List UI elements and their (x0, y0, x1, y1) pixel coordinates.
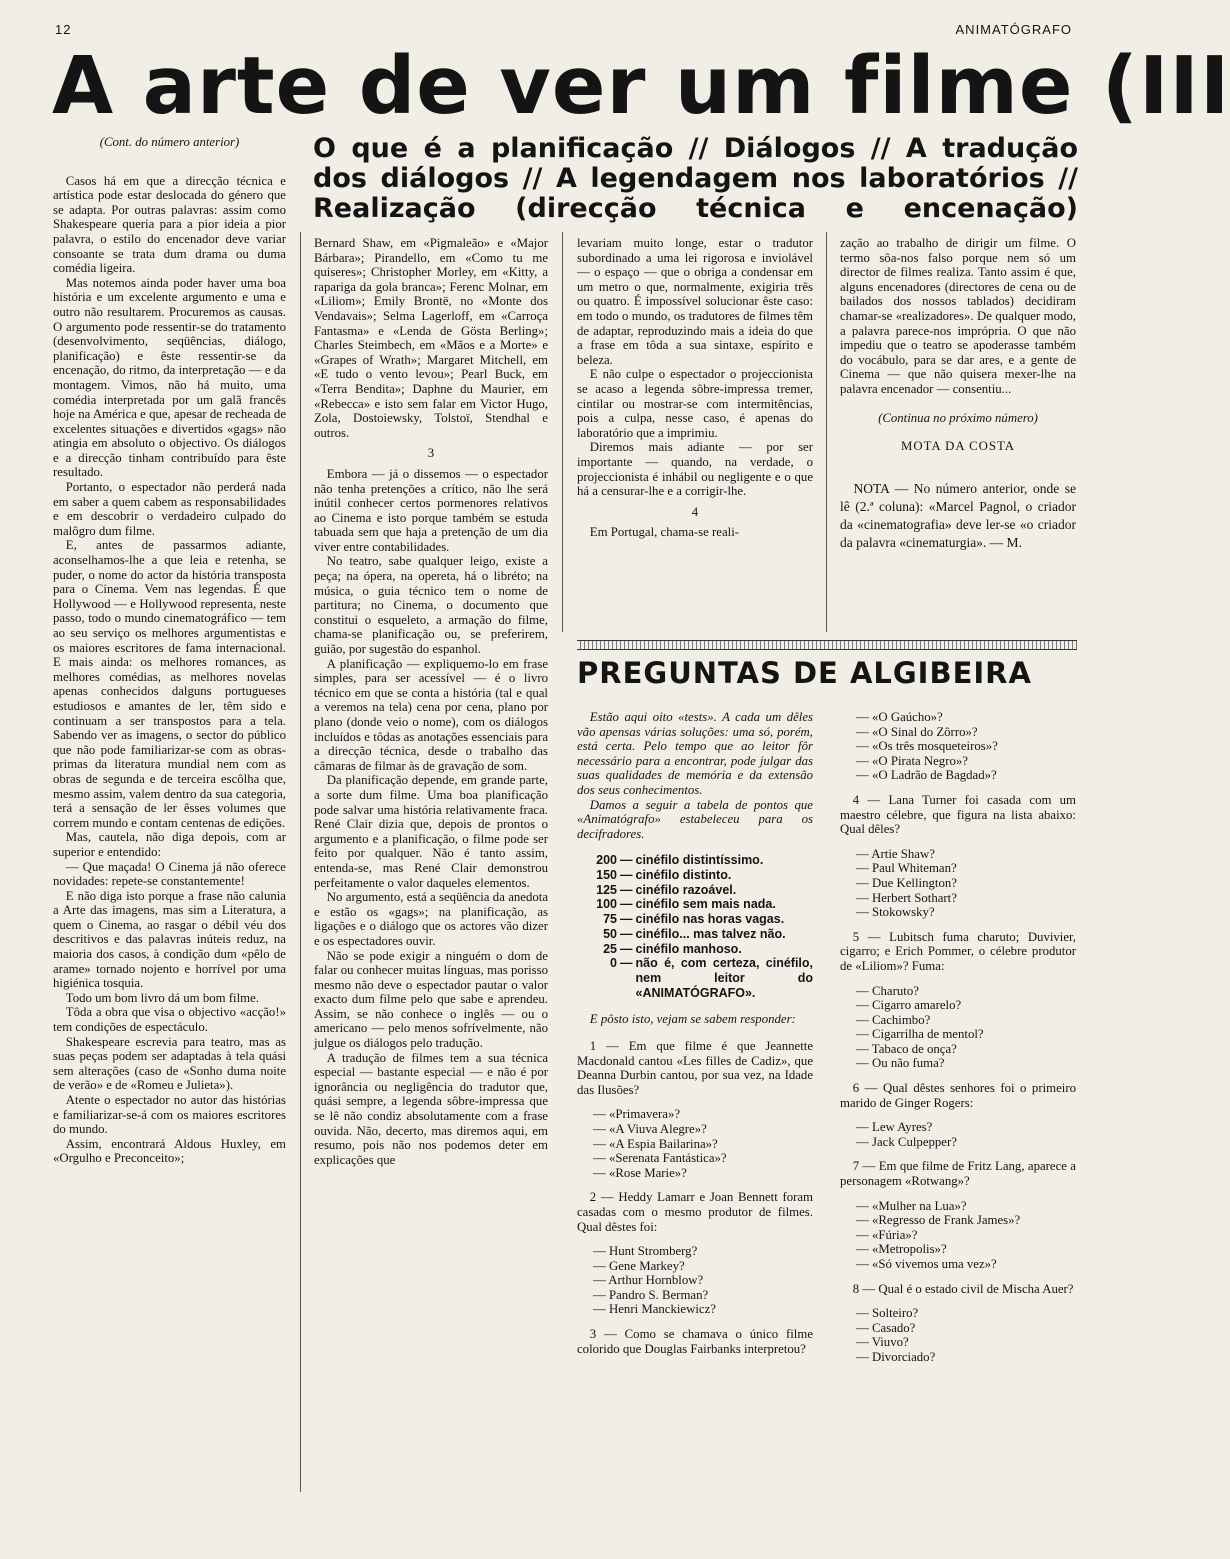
score-label: cinéfilo sem mais nada. (635, 897, 776, 912)
score-label: cinéfilo nas horas vagas. (635, 912, 785, 927)
quiz-outro: E pôsto isto, vejam se sabem responder: (589, 1012, 796, 1027)
quiz-question: 3 — Como se chamava o único filme colorido que Douglas Fairbanks interpretou? (577, 1327, 813, 1356)
answer-option: — «Mulher na Lua»? (856, 1198, 967, 1213)
answer-option: — Divorciado? (856, 1349, 936, 1364)
answer-option: — Jack Culpepper? (856, 1134, 957, 1149)
answer-option: — Pandro S. Berman? (593, 1287, 709, 1302)
quiz-question: 8 — Qual é o estado civil de Mischa Auer? (852, 1281, 1074, 1296)
continued-note: (Continua no próximo número) (878, 410, 1038, 425)
score-row: 75 — cinéfilo nas horas vagas. (577, 912, 813, 927)
paragraph: Mas notemos ainda poder haver uma boa história e um excelente argumento e uma e outro não resultarem. Procuremos as causas. O argumento pode ressentir-se do tratamento (desenvolvimento, seqüências, diálogo, planificação) e êste ressentir-se da encenação, do ritmo, da interpretação — e da montagem. Vimos, não há muito, uma comédia interpretada por um galã francês hoje na América e que, apesar de recheada de excelentes situações e divertidos «gags» não atingia em absoluto o objectivo. Os diálogos e a direcção tinham contribuído para êste resultado. (53, 275, 286, 480)
quiz-question: 4 — Lana Turner foi casada com um maestro célebre, que figura na lista abaixo: Qual dêles? (840, 792, 1076, 837)
score-row: 125 — cinéfilo razoável. (577, 883, 813, 898)
quiz-question: 6 — Qual dêstes senhores foi o primeiro marido de Ginger Rogers: (840, 1081, 1076, 1110)
answer-option: — Paul Whiteman? (856, 861, 957, 876)
answer-option: — «A Viuva Alegre»? (593, 1121, 707, 1136)
answer-option: — «Fúria»? (856, 1227, 918, 1242)
magazine-name: ANIMATÓGRAFO (955, 22, 1072, 37)
answer-option: — Artie Shaw? (856, 846, 935, 861)
page-number: 12 (55, 22, 72, 37)
answer-option: — «Primavera»? (593, 1107, 681, 1122)
paragraph: Embora — já o dissemos — o espectador não tenha pretenções a crítico, não lhe será inútil conhecer certos pormenores relativos ao Cinema e isto porque também se estuda tabuada sem que haja a pretenção de um dia viver entre contabilidades. (314, 466, 548, 554)
answer-options (856, 1306, 1076, 1364)
answer-option: — «O Pirata Negro»? (856, 753, 968, 768)
answer-option: — Ou não fuma? (856, 1056, 945, 1071)
score-points: 25 (603, 941, 617, 956)
answer-option: — «Metropolis»? (856, 1242, 947, 1257)
score-row: 100 — cinéfilo sem mais nada. (577, 897, 813, 912)
answer-option: — Cigarrilha de mentol? (856, 1027, 984, 1042)
score-label: cinéfilo manhoso. (635, 941, 742, 956)
score-points: 50 (603, 926, 617, 941)
score-points: 100 (596, 897, 617, 912)
score-points: 200 (596, 853, 617, 868)
answer-option: — «O Gaúcho»? (856, 710, 943, 724)
paragraph: Diremos mais adiante — por ser importante — quando, na verdade, o projeccionista é inhábil ou negligente e o que há a censurar-lhe e a corrigir-lhe. (577, 440, 813, 499)
answer-option: — «O Sinal do Zôrro»? (856, 724, 978, 739)
paragraph: Shakespeare escrevia para teatro, mas as suas peças podem ser adaptadas à tela quási sem alterações (caso de «Sonho duma noite de verão» e de «Romeu e Julieta»). (53, 1034, 286, 1093)
quiz-title: PREGUNTAS DE ALGIBEIRA (577, 656, 1032, 690)
paragraph: A tradução de filmes tem a sua técnica especial — bastante especial — e não é por ignorância ou negligência do tradutor que, quási sempre, a legenda sôbre-impressa que se lê não condiz absolutamente com a frase ouvida. Não, decerto, mas diremos aqui, em resumo, pois não nos podemos deter em explicações que (314, 1050, 548, 1167)
score-label: cinéfilo distinto. (635, 868, 732, 883)
answer-options (593, 1107, 813, 1180)
answer-options (856, 1120, 1076, 1149)
answer-option: — Solteiro? (856, 1306, 919, 1321)
answer-option: — «Só vivemos uma vez»? (856, 1257, 997, 1271)
score-points: 150 (596, 868, 617, 883)
answer-option: — «A Espia Bailarina»? (593, 1136, 718, 1151)
paragraph: E não culpe o espectador o projeccionista se acaso a legenda sôbre-impressa tremer, cintilar ou mostrar-se com intermitências, pois a culpa, nesse caso, é apenas do laboratório que a imprimiu. (577, 367, 813, 440)
paragraph: Assim, encontrará Aldous Huxley, em «Orgulho e Preconceito»; (53, 1136, 286, 1166)
paragraph: E, antes de passarmos adiante, aconselhamos-lhe a que leia e retenha, se puder, o nome do actor da história transposta para o Cinema. Vem nas legendas. É que Hollywood — e Hollywood representa, neste passo, todo o mundo cinematográfico — tem ao seu serviço os melhores argumentistas e os maiores escritores de fama internacional. E mais ainda: os melhores romances, as melhores comédias, as melhores novelas apenas conhecidos dalguns portugueses estudiosos e amantes de ler, têm sido e continuam a ser transpostos para a tela. Sabendo ver as imagens, o sector do público que não pode familiarizar-se com as obras-primas da literatura mundial nem com as obras de segunda e de terceira escôlha que, mesmo assim, valem dentro da sua categoria, terá a sensação de ler êsses volumes que correm mundo e contam centenas de edições. (53, 538, 286, 830)
answer-options (856, 1199, 1076, 1272)
paragraph: No argumento, está a seqüência da anedota e estão os «gags»; na planificação, as ligações e o diálogo que os actores vão dizer e os espectadores ouvir. (314, 890, 548, 948)
quiz-column-1 (577, 710, 813, 1356)
column-rule (826, 232, 827, 632)
answer-option: — «Serenata Fantástica»? (593, 1151, 727, 1166)
answer-option: — Viuvo? (856, 1335, 909, 1350)
answer-option: — «Regresso de Frank James»? (856, 1213, 1021, 1228)
score-row: 150 — cinéfilo distinto. (577, 868, 813, 883)
quiz-intro: Damos a seguir a tabela de pontos que «Animatógrafo» estabeleceu para os decifradores. (577, 797, 813, 841)
quiz-intro: Estão aqui oito «tests». A cada um dêles vão apensas várias soluções: uma só, porém, está certa. Pelo tempo que ao leitor fôr necessário para a encontrar, pode julgar das suas qualidades de memória e da extensão dos seus conhecimentos. (577, 710, 813, 797)
score-row: 25 — cinéfilo manhoso. (577, 942, 813, 957)
paragraph: Não se pode exigir a ninguém o dom de falar ou conhecer muitas línguas, mas porisso mesmo não deve o espectador pautar o valor exacto dum filme pelo que sabe e aprendeu. Assim, se não conhece o inglês — ou o americano — pelo menos sofrívelmente, não julgue os diálogos pelo tradução. (314, 948, 548, 1051)
paragraph: Bernard Shaw, em «Pigmaleão» e «Major Bárbara»; Pirandello, em «Como tu me quiseres»; Christopher Morley, em «Kitty, a rapariga da gola branca»; Ferenc Molnar, em «Liliom»; Emily Brontë, no «Monte dos Vendavais»; Selma Lagerloff, em «Carroça Fantasma» e «Lenda de Gösta Berling»; Charles Steimbech, em «Mãos e a Morte» e «Grapes of Wrath»; Margaret Mitchell, em «E tudo o vento levou»; Pearl Buck, em «Terra Bendita»; Daphne du Maurier, em «Rebecca» e isto sem falar em Victor Hugo, Zola, Dostoiewsky, Tolstoï, Stendhal e outros. (314, 236, 548, 440)
paragraph: zação ao trabalho de dirigir um filme. O termo sôa-nos falso porque nem só um director de filmes realiza. Tanto assim é que, alguns encenadores (directores de cena ou de bailados dos nossos tablados) decidiram chamar-se «realizadores». De qualquer modo, a palavra parece-nos imprópria. O que não impediu que o teatro se apoderasse também do vocábulo, para se dar ares, e a gente de Cinema — que não quisera mexer-lhe na palavra encenador — consentiu... (840, 236, 1076, 396)
erratum-note: NOTA — No número anterior, onde se lê (2.ª coluna): «Marcel Pagnol, o criador da «cinematografia» deve ler-se «o criador da palavra «cinematurgia». — M. (840, 480, 1076, 550)
answer-option: — Henri Manckiewicz? (593, 1302, 716, 1317)
paragraph: levariam muito longe, estar o tradutor subordinado a uma lei rigorosa e inviolável — o espaço — que o obriga a condensar em um metro o que, normalmente, exigiria três ou quatro. É impossível solucionar êste caso: em todo o mundo, os tradutores de filmes têm de adaptar, reproduzindo mais a ideia do que a frase em tôda a sua sintaxe, espírito e beleza. (577, 236, 813, 367)
article-column-2 (314, 236, 548, 1167)
paragraph: — Que maçada! O Cinema já não oferece novidades: repete-se constantemente! (53, 859, 286, 889)
paragraph: Todo um bom livro dá um bom filme. (65, 990, 259, 1005)
score-points: 125 (596, 882, 617, 897)
paragraph: Em Portugal, chama-se reali- (589, 525, 740, 540)
column-rule (300, 232, 301, 1492)
answer-option: — Gene Markey? (593, 1258, 685, 1273)
column-rule (562, 232, 563, 632)
answer-option: — Cachimbo? (856, 1012, 931, 1027)
answer-option: — Lew Ayres? (856, 1120, 933, 1135)
score-points: 0 (610, 956, 617, 971)
answer-option: — Due Kellington? (856, 875, 957, 890)
paragraph: No teatro, sabe qualquer leigo, existe a peça; na ópera, na opereta, há o libréto; na música, o guia técnico tem o nome de partitura; no Cinema, o documento que constitui o esqueleto, a armação do filme, chama-se planificação ou, se preferirem, guião, por sugestão do espanhol. (314, 554, 548, 657)
answer-option: — Arthur Hornblow? (593, 1273, 704, 1288)
quiz-column-2 (840, 710, 1076, 1375)
continuation-note: (Cont. do número anterior) (99, 135, 240, 149)
author-signature: MOTA DA COSTA (900, 439, 1016, 454)
article-subtitle: O que é a planificação // Diálogos // A tradução dos diálogos // A legendagem nos laboratórios // Realização (direcção técnica e encenação) (313, 133, 1078, 224)
answer-option: — Stokowsky? (856, 905, 935, 920)
score-label: cinéfilo razoável. (635, 882, 737, 897)
score-row: 0 — não é, com certeza, cinéfilo, nem leitor do «ANIMATÓGRAFO». (577, 956, 813, 1000)
score-label: cinéfilo... mas talvez não. (635, 926, 786, 941)
article-column-3 (577, 236, 813, 540)
paragraph: Portanto, o espectador não perderá nada em saber a quem cabem as responsabilidades e em descobrir o verdadeiro culpado do malôgro dum filme. (53, 480, 286, 538)
answer-option: — «Os três mosqueteiros»? (856, 739, 998, 754)
answer-options (856, 847, 1076, 920)
score-points: 75 (603, 912, 617, 927)
score-row: 50 — cinéfilo... mas talvez não. (577, 927, 813, 942)
score-label: cinéfilo distintíssimo. (635, 853, 764, 868)
answer-option: — «O Ladrão de Bagdad»? (856, 768, 997, 783)
answer-options (856, 984, 1076, 1072)
paragraph: Mas, cautela, não diga depois, com ar superior e entendido: (53, 830, 286, 859)
score-row: 200 — cinéfilo distintíssimo. (577, 853, 813, 868)
answer-option: — Herbert Sothart? (856, 890, 957, 905)
paragraph: Casos há em que a direcção técnica e artística pode estar deslocada do género que se adapta. Por outras palavras: assim como Shakespeare queria para a pior ideia a pior palavra, o estilo do encenador deve variar consoante se trata dum drama ou duma comédia ligeira. (53, 173, 286, 276)
paragraph: Atente o espectador no autor das histórias e familiarizar-se-á com os maiores escritores do mundo. (53, 1093, 286, 1137)
section-number: 3 (427, 446, 435, 461)
paragraph: Tôda a obra que visa o objectivo «acção!» tem condições de espectáculo. (53, 1005, 286, 1035)
answer-option: — «Rose Marie»? (593, 1165, 687, 1180)
section-divider (577, 640, 1077, 650)
section-number: 4 (691, 504, 699, 519)
article-column-4 (840, 236, 1076, 552)
score-label: não é, com certeza, cinéfilo, nem leitor do «ANIMATÓGRAFO». (635, 956, 813, 1000)
score-table (577, 853, 813, 1000)
quiz-question: 7 — Em que filme de Fritz Lang, aparece a personagem «Rotwang»? (840, 1159, 1076, 1189)
answer-options (593, 1244, 813, 1317)
answer-option: — Charuto? (856, 983, 919, 998)
answer-option: — Hunt Stromberg? (593, 1244, 698, 1259)
quiz-question: 5 — Lubitsch fuma charuto; Duvivier, cigarro; e Erich Pommer, o célebre produtor de «Liliom»? Fuma: (840, 929, 1076, 973)
article-title: A arte de ver um filme (III (52, 40, 1230, 132)
paragraph: A planificação — expliquemo-lo em frase simples, para ser acessível — é o livro técnico em que se conta a história (tal e qual a veremos na tela) cena por cena, plano por plano (donde veio o nome), com os diálogos incluídos e tôdas as anotações essenciais para a direcção técnica, desde o trabalho das câmaras de filmar às de gravação de som. (314, 656, 548, 773)
paragraph: E não diga isto porque a frase não calunia a Arte das imagens, mas sim a Literatura, a quem o Cinema, ao rasgar o débil véu dos descritivos e das palavras inúteis reduz, na maioria dos casos, à condição dum «pêlo de arame» tornado nojento e horrível por uma higiénica tosquia. (53, 888, 286, 991)
paragraph: Da planificação depende, em grande parte, a sorte dum filme. Uma boa planificação pode salvar uma história relativamente fraca. René Clair dizia que, depois de prontos o argumento e a planificação, o filme pode ser feito por qualquer. Não é tanto assim, entenda-se, mas René Clair demonstrou perfeitamente o valor daqueles elementos. (314, 773, 548, 890)
answer-option: — Tabaco de onça? (856, 1041, 957, 1056)
answer-option: — Casado? (856, 1320, 916, 1335)
answer-options (856, 710, 1076, 783)
quiz-question: 1 — Em que filme é que Jeannette Macdonald cantou «Les filles de Cadiz», que Deanna Durbin cantou, por sua vez, na Idade das Ilusões? (577, 1038, 813, 1097)
article-column-1 (53, 135, 286, 1166)
answer-option: — Cigarro amarelo? (856, 998, 962, 1013)
quiz-question: 2 — Heddy Lamarr e Joan Bennett foram casadas com o mesmo produtor de filmes. Qual dêstes foi: (577, 1190, 813, 1234)
